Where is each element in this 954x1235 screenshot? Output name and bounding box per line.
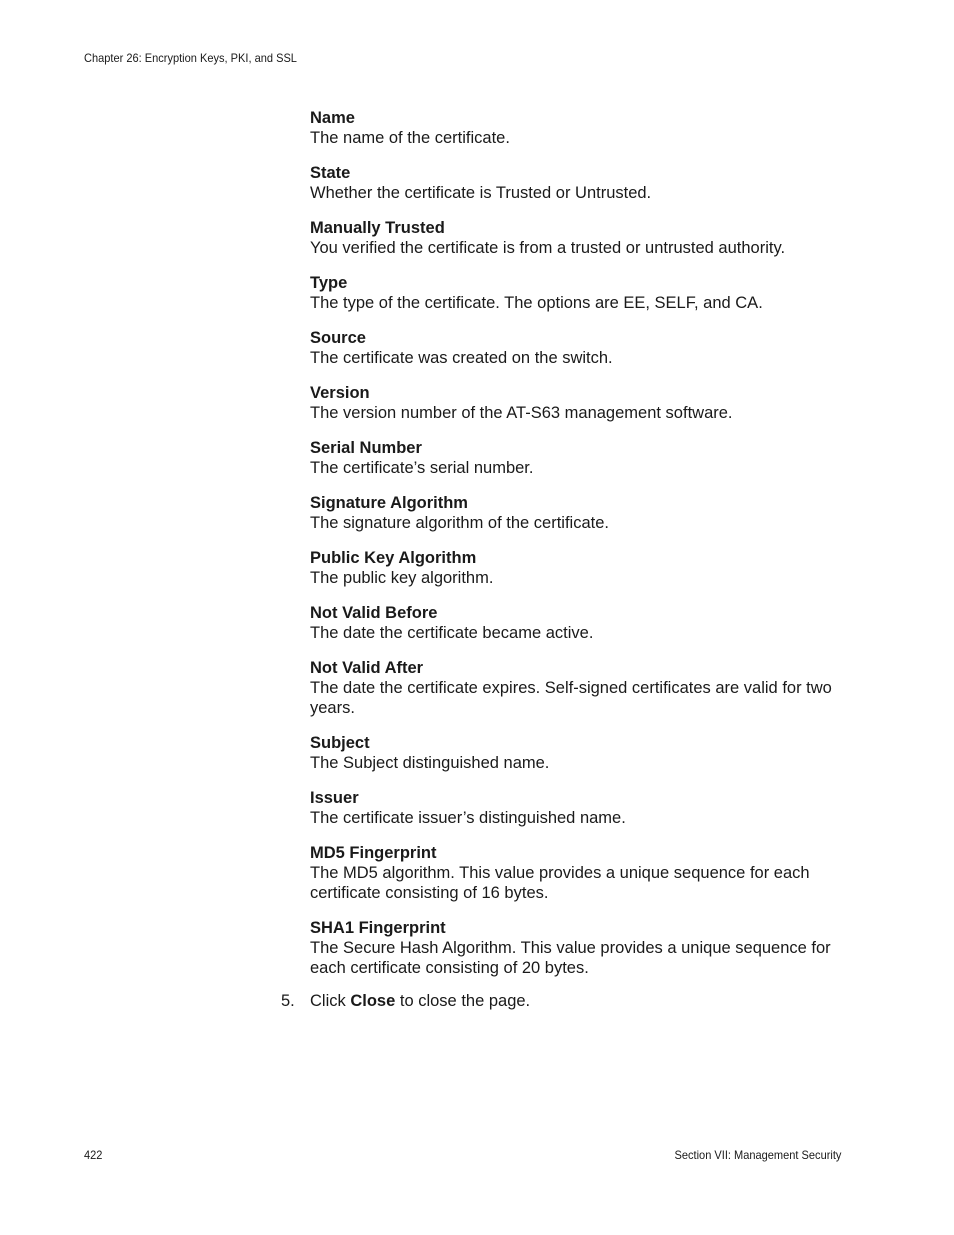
definition-description: You verified the certificate is from a trusted or untrusted authority. xyxy=(310,239,786,257)
definition-description: The Secure Hash Algorithm. This value provides a unique sequence for each certificate consisting of 20 bytes. xyxy=(310,939,831,977)
definition-item xyxy=(310,328,840,368)
definition-description: The certificate issuer’s distinguished name. xyxy=(310,809,626,827)
definition-description: Whether the certificate is Trusted or Untrusted. xyxy=(310,184,652,202)
definition-term: Not Valid Before xyxy=(310,604,438,622)
step-text-bold: Close xyxy=(350,992,396,1010)
definition-description: The MD5 algorithm. This value provides a unique sequence for each certificate consisting of 16 bytes. xyxy=(310,864,810,902)
definition-term: MD5 Fingerprint xyxy=(310,844,437,862)
definition-item xyxy=(310,383,840,423)
definition-item xyxy=(310,493,840,533)
definition-item xyxy=(310,918,840,978)
definition-term: Not Valid After xyxy=(310,659,424,677)
definition-term: Manually Trusted xyxy=(310,219,445,237)
definition-description: The Subject distinguished name. xyxy=(310,754,550,772)
definition-item xyxy=(310,603,840,643)
definition-description: The certificate was created on the switch. xyxy=(310,349,613,367)
definition-term: SHA1 Fingerprint xyxy=(310,919,446,937)
definition-item xyxy=(310,108,840,148)
definition-description: The date the certificate became active. xyxy=(310,624,594,642)
definition-term: Source xyxy=(310,329,366,347)
definition-item xyxy=(310,548,840,588)
definition-list xyxy=(310,108,840,993)
definition-description: The signature algorithm of the certificate. xyxy=(310,514,609,532)
definition-description: The name of the certificate. xyxy=(310,129,510,147)
definition-description: The type of the certificate. The options are EE, SELF, and CA. xyxy=(310,294,763,312)
step-number: 5. xyxy=(281,992,295,1010)
definition-item xyxy=(310,788,840,828)
step-text-suffix: to close the page. xyxy=(395,992,531,1010)
definition-term: Public Key Algorithm xyxy=(310,549,477,567)
definition-item xyxy=(310,163,840,203)
running-header: Chapter 26: Encryption Keys, PKI, and SSL xyxy=(84,51,297,65)
definition-term: Subject xyxy=(310,734,370,752)
definition-term: Serial Number xyxy=(310,439,422,457)
definition-description: The public key algorithm. xyxy=(310,569,494,587)
definition-description: The date the certificate expires. Self-signed certificates are valid for two years. xyxy=(310,679,832,717)
definition-term: Signature Algorithm xyxy=(310,494,468,512)
definition-description: The version number of the AT-S63 management software. xyxy=(310,404,733,422)
definition-term: Type xyxy=(310,274,348,292)
definition-item xyxy=(310,218,840,258)
definition-item xyxy=(310,273,840,313)
definition-item xyxy=(310,658,840,718)
definition-item xyxy=(310,438,840,478)
definition-term: Name xyxy=(310,109,355,127)
definition-term: Issuer xyxy=(310,789,359,807)
definition-item xyxy=(310,733,840,773)
definition-term: State xyxy=(310,164,351,182)
procedure-step xyxy=(281,991,530,1011)
definition-term: Version xyxy=(310,384,370,402)
definition-description: The certificate’s serial number. xyxy=(310,459,534,477)
definition-item xyxy=(310,843,840,903)
running-footer: Section VII: Management Security xyxy=(674,1148,841,1162)
step-text-prefix: Click xyxy=(310,992,351,1010)
page-number: 422 xyxy=(84,1148,103,1162)
